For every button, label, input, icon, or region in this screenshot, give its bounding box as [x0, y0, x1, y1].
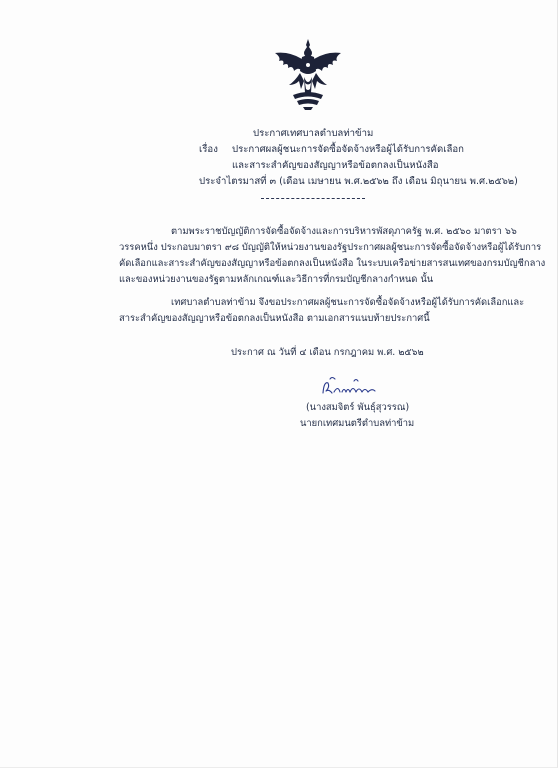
para2-line: เทศบาลตำบลท่าข้าม จึงขอประกาศผลผู้ชนะการจัดซื้อจัดจ้างหรือผู้ได้รับการคัดเลือกและ [171, 297, 525, 308]
para2-line: สาระสำคัญของสัญญาหรือข้อตกลงเป็นหนังสือ ตามเอกสารแนบท้ายประกาศนี้ [119, 313, 430, 324]
subject-line-2: และสาระสำคัญของสัญญาหรือข้อตกลงเป็นหนังสือ [232, 160, 439, 171]
period-line: ประจำไตรมาสที่ ๓ (เดือน เมษายน พ.ศ.๒๕๖๒ ถึง เดือน มิถุนายน พ.ศ.๒๕๖๒) [199, 176, 518, 187]
handwritten-signature [320, 375, 380, 401]
signatory-position: นายกเทศมนตรีตำบลท่าข้าม [300, 418, 415, 429]
signatory-name: (นางสมจิตร์ พันธุ์สุวรรณ) [306, 402, 410, 413]
subject-label: เรื่อง [199, 144, 218, 155]
announce-date: ประกาศ ณ วันที่ ๔ เดือน กรกฎาคม พ.ศ. ๒๕๖๒ [231, 347, 424, 358]
announcement-org: ประกาศเทศบาลตำบลท่าข้าม [253, 128, 374, 139]
para1-line: วรรคหนึ่ง ประกอบมาตรา ๙๘ บัญญัติให้หน่วยงานของรัฐประกาศผลผู้ชนะการจัดซื้อจัดจ้างหรือผู้ได้รับการ [119, 242, 542, 253]
subject-line-1: ประกาศผลผู้ชนะการจัดซื้อจัดจ้างหรือผู้ได้รับการคัดเลือก [232, 144, 464, 155]
header-separator [261, 198, 365, 199]
para1-line: และของหน่วยงานของรัฐตามหลักเกณฑ์และวิธีการที่กรมบัญชีกลางกำหนด นั้น [119, 274, 434, 285]
para1-line: คัดเลือกและสาระสำคัญของสัญญาหรือข้อตกลงเป็นหนังสือ ในระบบเครือข่ายสารสนเทศของกรมบัญชีกลาง [119, 258, 546, 269]
para1-line: ตามพระราชบัญญัติการจัดซื้อจัดจ้างและการบริหารพัสดุภาครัฐ พ.ศ. ๒๕๖๐ มาตรา ๖๖ [171, 226, 517, 237]
garuda-emblem-icon [271, 37, 345, 111]
